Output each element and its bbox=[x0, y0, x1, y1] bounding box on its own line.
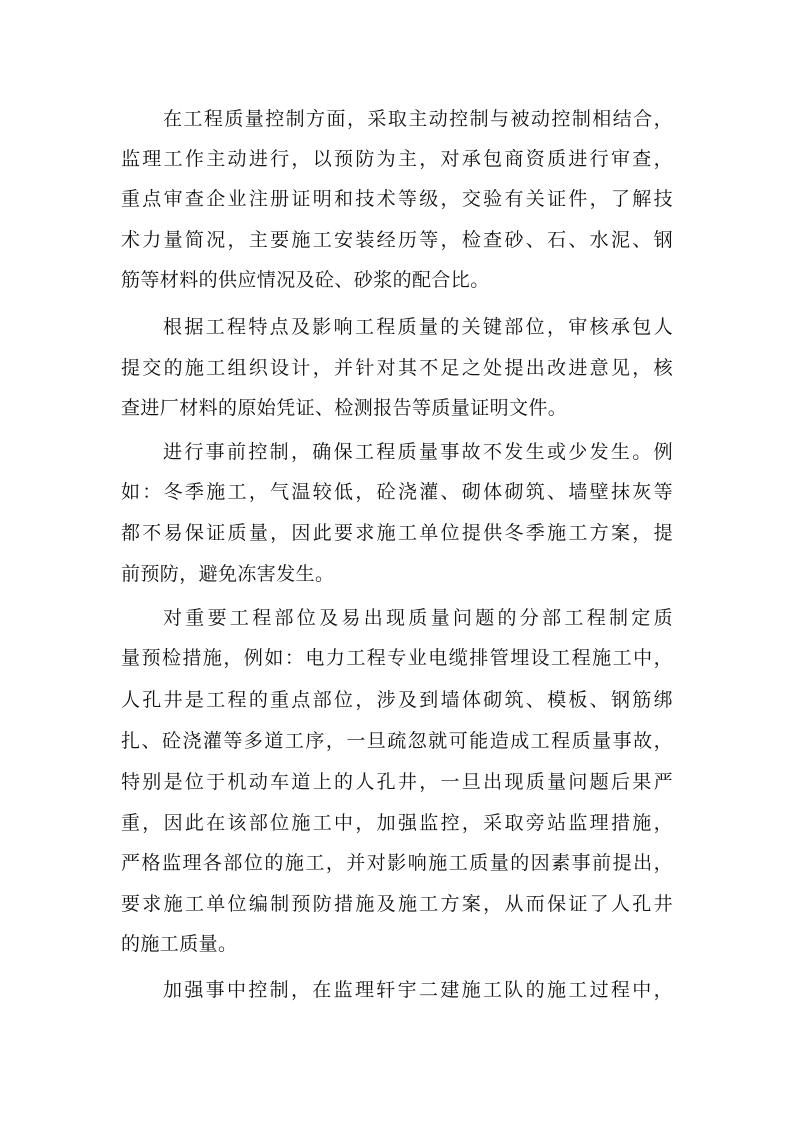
paragraph-3-line-3: 都不易保证质量，因此要求施工单位提供冬季施工方案，提 bbox=[121, 522, 673, 544]
paragraph-3-line-1: 进行事前控制，确保工程质量事故不发生或少发生。例 bbox=[163, 441, 673, 463]
paragraph-2-line-3: 查进厂材料的原始凭证、检测报告等质量证明文件。 bbox=[121, 397, 568, 419]
paragraph-1-line-5: 筋等材料的供应情况及砼、砂浆的配合比。 bbox=[121, 269, 490, 291]
paragraph-4-line-5: 特别是位于机动车道上的人孔井，一旦出现质量问题后果严 bbox=[121, 771, 673, 793]
paragraph-3-line-4: 前预防，避免冻害发生。 bbox=[121, 563, 335, 585]
paragraph-4-line-7: 严格监理各部位的施工，并对影响施工质量的因素事前提出， bbox=[121, 852, 673, 874]
paragraph-1-line-1: 在工程质量控制方面，采取主动控制与被动控制相结合， bbox=[163, 108, 673, 130]
paragraph-4-line-2: 量预检措施，例如：电力工程专业电缆排管埋设工程施工中， bbox=[121, 647, 673, 669]
paragraph-4-line-6: 重，因此在该部位施工中，加强监控，采取旁站监理措施， bbox=[121, 812, 673, 834]
paragraph-4-line-9: 的施工质量。 bbox=[121, 933, 238, 955]
paragraph-4-line-8: 要求施工单位编制预防措施及施工方案，从而保证了人孔井 bbox=[121, 893, 673, 915]
paragraph-4-line-4: 扎、砼浇灌等多道工序，一旦疏忽就可能造成工程质量事故， bbox=[121, 730, 673, 752]
paragraph-1-line-3: 重点审查企业注册证明和技术等级，交验有关证件，了解技 bbox=[121, 188, 673, 210]
paragraph-1-line-2: 监理工作主动进行，以预防为主，对承包商资质进行审查， bbox=[121, 148, 673, 170]
paragraph-4-line-1: 对重要工程部位及易出现质量问题的分部工程制定质 bbox=[163, 607, 673, 629]
paragraph-3-line-2: 如：冬季施工，气温较低，砼浇灌、砌体砌筑、墙壁抹灰等 bbox=[121, 481, 673, 503]
paragraph-2-line-2: 提交的施工组织设计，并针对其不足之处提出改进意见，核 bbox=[121, 357, 673, 379]
paragraph-2-line-1: 根据工程特点及影响工程质量的关键部位，审核承包人 bbox=[163, 316, 673, 338]
paragraph-1-line-4: 术力量简况，主要施工安装经历等，检查砂、石、水泥、钢 bbox=[121, 229, 673, 251]
paragraph-4-line-3: 人孔井是工程的重点部位，涉及到墙体砌筑、模板、钢筋绑 bbox=[121, 689, 673, 711]
paragraph-5-line-1: 加强事中控制，在监理轩宇二建施工队的施工过程中， bbox=[163, 979, 673, 1001]
